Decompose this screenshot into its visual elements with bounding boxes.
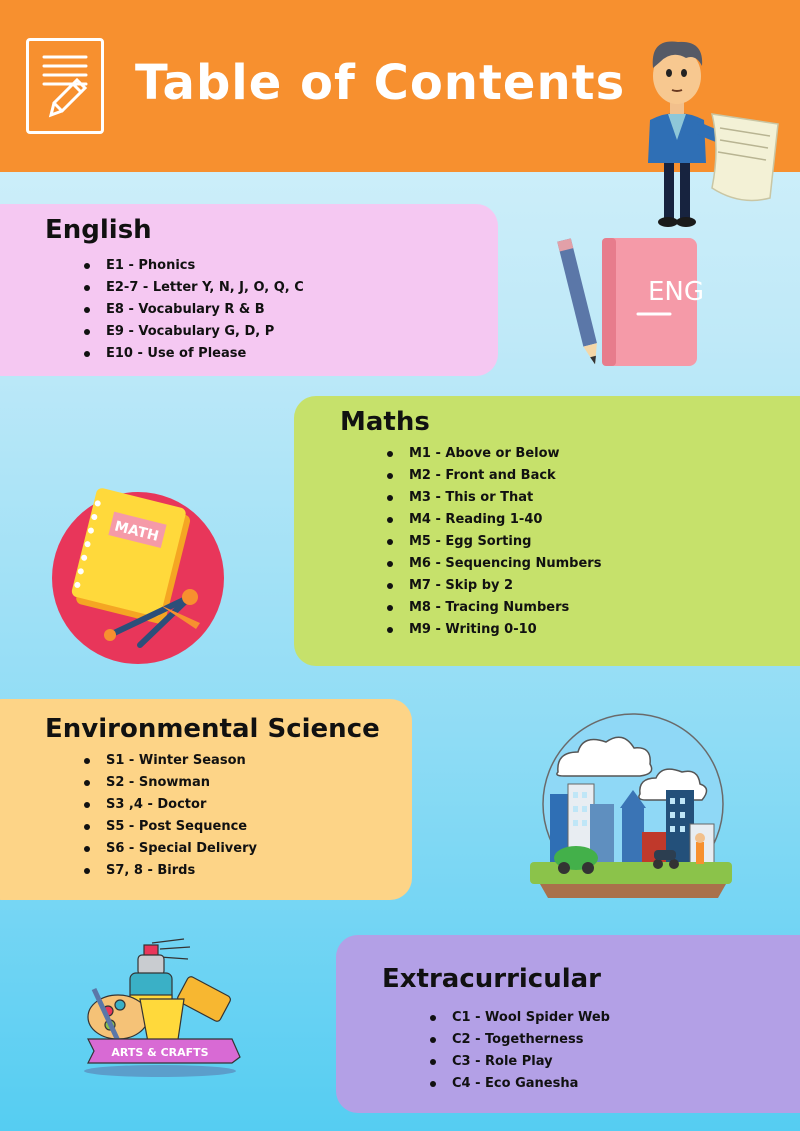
english-list: [84, 255, 304, 365]
list-item: M2 - Front and Back: [387, 465, 601, 487]
list-item: C1 - Wool Spider Web: [430, 1007, 610, 1029]
list-item: M4 - Reading 1-40: [387, 509, 601, 531]
teacher-illustration: [620, 28, 790, 233]
list-item: M1 - Above or Below: [387, 443, 601, 465]
environmental-title: Environmental Science: [45, 714, 380, 744]
document-pencil-icon: [26, 38, 104, 134]
list-item: S5 - Post Sequence: [84, 816, 257, 838]
list-item: E2-7 - Letter Y, N, J, O, Q, C: [84, 277, 304, 299]
list-item: C3 - Role Play: [430, 1051, 610, 1073]
city-globe-illustration: [528, 712, 738, 904]
list-item: M7 - Skip by 2: [387, 575, 601, 597]
environmental-list: [84, 750, 257, 882]
english-title: English: [45, 215, 152, 245]
list-item: S6 - Special Delivery: [84, 838, 257, 860]
list-item: E8 - Vocabulary R & B: [84, 299, 304, 321]
maths-title: Maths: [340, 407, 430, 437]
list-item: M9 - Writing 0-10: [387, 619, 601, 641]
list-item: S1 - Winter Season: [84, 750, 257, 772]
math-book-illustration: [50, 485, 230, 667]
extracurricular-list: [430, 1007, 610, 1095]
list-item: M5 - Egg Sorting: [387, 531, 601, 553]
math-book-label: MATH: [112, 518, 161, 545]
list-item: S7, 8 - Birds: [84, 860, 257, 882]
list-item: S2 - Snowman: [84, 772, 257, 794]
arts-crafts-banner-label: ARTS & CRAFTS: [111, 1046, 209, 1059]
list-item: E10 - Use of Please: [84, 343, 304, 365]
eng-book-label: ENG: [648, 277, 705, 307]
list-item: S3 ,4 - Doctor: [84, 794, 257, 816]
extracurricular-title: Extracurricular: [382, 964, 602, 994]
maths-list: [387, 443, 601, 641]
list-item: M8 - Tracing Numbers: [387, 597, 601, 619]
list-item: C4 - Eco Ganesha: [430, 1073, 610, 1095]
list-item: E9 - Vocabulary G, D, P: [84, 321, 304, 343]
list-item: M3 - This or That: [387, 487, 601, 509]
arts-crafts-illustration: [80, 935, 250, 1080]
list-item: C2 - Togetherness: [430, 1029, 610, 1051]
list-item: M6 - Sequencing Numbers: [387, 553, 601, 575]
english-book-illustration: [550, 230, 710, 375]
page-title: Table of Contents: [135, 55, 626, 111]
list-item: E1 - Phonics: [84, 255, 304, 277]
